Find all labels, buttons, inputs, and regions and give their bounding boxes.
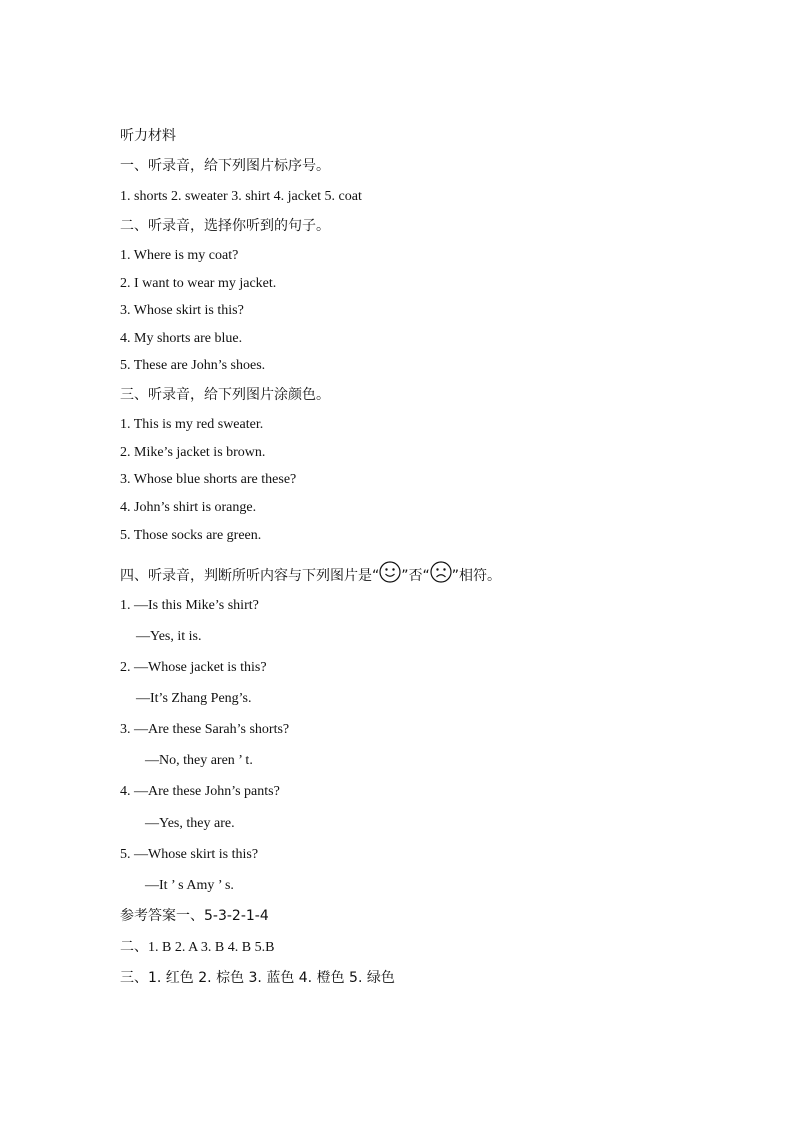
dialog-answer: —No, they aren ’ t. [145, 753, 253, 768]
section-2-item: 1. Where is my coat? [120, 248, 239, 263]
answer-key-line-2: 二、1. B 2. A 3. B 4. B 5.B [120, 940, 275, 955]
document-title: 听力材料 [120, 128, 176, 144]
answer-key-line-3: 三、1. 红色 2. 棕色 3. 蓝色 4. 橙色 5. 绿色 [120, 970, 395, 986]
section-4-heading [120, 565, 501, 587]
dialog-question: 2. —Whose jacket is this? [120, 660, 267, 675]
section-3-item: 3. Whose blue shorts are these? [120, 472, 297, 487]
section-4-heading-part2: ”否“ [401, 568, 430, 584]
dialog-question: 5. —Whose skirt is this? [120, 847, 259, 862]
section-4-heading-part1: 四、听录音，判断所听内容与下列图片是“ [120, 568, 380, 584]
section-2-heading: 二、听录音，选择你听到的句子。 [120, 218, 330, 234]
dialog-question: 4. —Are these John’s pants? [120, 784, 280, 799]
section-2-item: 3. Whose skirt is this? [120, 303, 244, 318]
sad-face-icon [430, 561, 452, 583]
section-3-heading: 三、听录音，给下列图片涂颜色。 [120, 387, 330, 403]
dialog-answer: —It’s Zhang Peng’s. [136, 691, 252, 706]
smiley-face-icon [379, 561, 401, 583]
section-2-item: 4. My shorts are blue. [120, 331, 243, 346]
dialog-question: 3. —Are these Sarah’s shorts? [120, 722, 290, 737]
dialog-answer: —Yes, they are. [145, 816, 235, 831]
dialog-question: 1. —Is this Mike’s shirt? [120, 598, 259, 613]
section-3-item: 4. John’s shirt is orange. [120, 500, 257, 515]
section-3-item: 1. This is my red sweater. [120, 417, 264, 432]
dialog-answer: —Yes, it is. [136, 629, 202, 644]
section-3-item: 2. Mike’s jacket is brown. [120, 445, 266, 460]
section-2-item: 2. I want to wear my jacket. [120, 276, 277, 291]
section-1-heading: 一、听录音，给下列图片标序号。 [120, 158, 330, 174]
section-3-item: 5. Those socks are green. [120, 528, 262, 543]
section-4-heading-part3: ”相符。 [451, 568, 502, 584]
answer-key-line-1: 参考答案一、5-3-2-1-4 [120, 908, 269, 924]
dialog-answer: —It ’ s Amy ’ s. [145, 878, 234, 893]
section-2-item: 5. These are John’s shoes. [120, 358, 266, 373]
section-1-line: 1. shorts 2. sweater 3. shirt 4. jacket 5. coat [120, 189, 362, 204]
